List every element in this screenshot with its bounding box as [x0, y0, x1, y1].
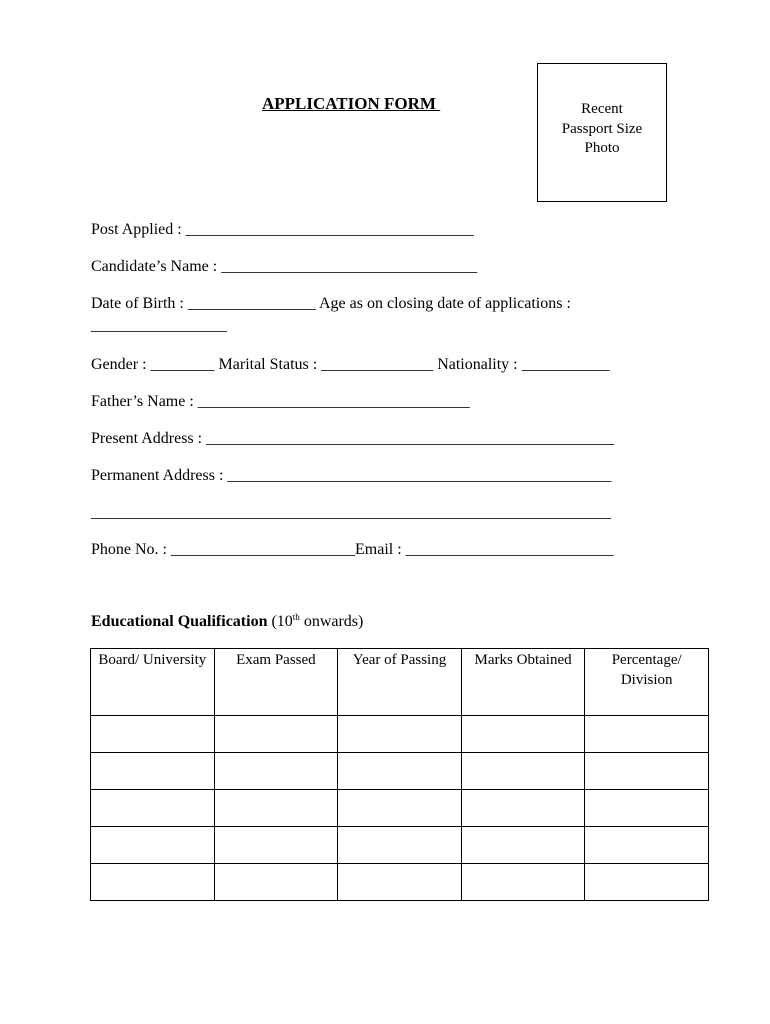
table-cell[interactable]	[338, 864, 462, 901]
table-cell[interactable]	[585, 753, 709, 790]
table-cell[interactable]	[214, 716, 338, 753]
table-row	[91, 827, 709, 864]
table-cell[interactable]	[461, 864, 585, 901]
photo-label-line1: Recent	[581, 101, 623, 117]
table-cell[interactable]	[214, 864, 338, 901]
column-header: Board/ University	[91, 649, 215, 716]
table-cell[interactable]	[461, 716, 585, 753]
table-cell[interactable]	[91, 753, 215, 790]
date-of-birth-age-field[interactable]: Date of Birth : ________________ Age as on closing date of applications :	[91, 295, 571, 312]
table-cell[interactable]	[338, 827, 462, 864]
column-header: Exam Passed	[214, 649, 338, 716]
form-title: APPLICATION FORM	[262, 94, 441, 113]
table-cell[interactable]	[585, 790, 709, 827]
table-cell[interactable]	[214, 790, 338, 827]
age-blank-field[interactable]: _________________	[91, 317, 227, 334]
permanent-address-field[interactable]: Permanent Address : ________________________________________________	[91, 467, 612, 484]
table-cell[interactable]	[338, 790, 462, 827]
photo-label-line2: Passport Size	[561, 120, 643, 137]
education-heading: Educational Qualification (10th onwards)	[91, 612, 364, 630]
phone-email-field[interactable]: Phone No. : _______________________Email : __________________________	[91, 541, 614, 558]
table-cell[interactable]	[461, 827, 585, 864]
table-cell[interactable]	[585, 864, 709, 901]
photo-label-line3: Photo	[584, 140, 620, 156]
table-cell[interactable]	[91, 827, 215, 864]
education-table-header	[91, 649, 709, 716]
present-address-field[interactable]: Present Address : ___________________________________________________	[91, 430, 615, 447]
column-header: Percentage/ Division	[585, 649, 709, 716]
table-cell[interactable]	[338, 716, 462, 753]
table-cell[interactable]	[91, 716, 215, 753]
education-heading-bold: Educational Qualification	[91, 613, 268, 630]
table-cell[interactable]	[585, 827, 709, 864]
table-row	[91, 716, 709, 753]
table-cell[interactable]	[91, 790, 215, 827]
table-cell[interactable]	[91, 864, 215, 901]
father-name-field[interactable]: Father’s Name : __________________________________	[91, 393, 470, 410]
column-header: Year of Passing	[338, 649, 462, 716]
table-row	[91, 864, 709, 901]
table-cell[interactable]	[585, 716, 709, 753]
table-row	[91, 790, 709, 827]
permanent-address-continuation[interactable]: _________________________________________________________________	[91, 504, 611, 521]
table-cell[interactable]	[214, 753, 338, 790]
table-cell[interactable]	[338, 753, 462, 790]
education-table	[90, 648, 709, 901]
column-header: Marks Obtained	[461, 649, 585, 716]
passport-photo-box	[537, 63, 667, 202]
candidate-name-field[interactable]: Candidate’s Name : ________________________________	[91, 258, 478, 275]
gender-marital-nationality-field[interactable]: Gender : ________ Marital Status : ______________ Nationality : ___________	[91, 356, 610, 373]
table-cell[interactable]	[461, 790, 585, 827]
table-cell[interactable]	[214, 827, 338, 864]
table-cell[interactable]	[461, 753, 585, 790]
table-row	[91, 753, 709, 790]
post-applied-field[interactable]: Post Applied : ____________________________________	[91, 221, 474, 238]
